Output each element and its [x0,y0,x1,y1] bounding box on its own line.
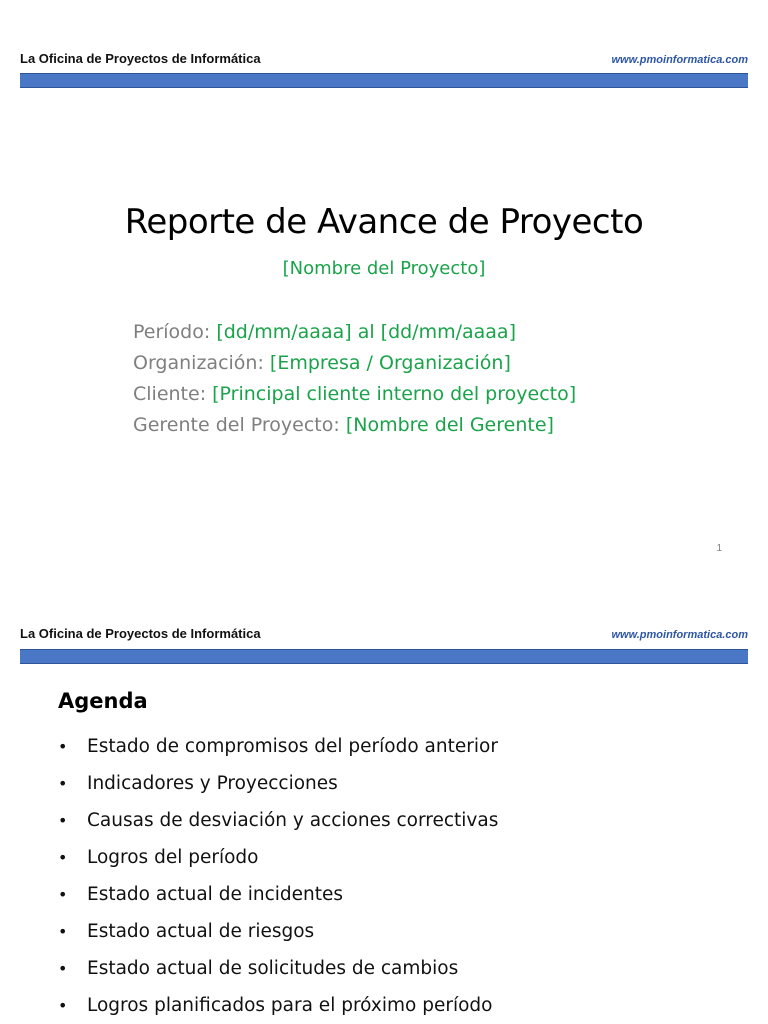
bullet-dot-icon: • [58,922,68,941]
project-details [133,317,576,441]
list-item [58,876,498,913]
bullet-dot-icon: • [58,996,68,1015]
agenda-list [58,728,498,1024]
list-item [58,950,498,987]
bullet-dot-icon: • [58,885,68,904]
bullet-dot-icon: • [58,811,68,830]
list-item-label: Estado actual de riesgos [87,921,315,942]
list-item-label: Estado de compromisos del período anterior [87,736,498,757]
field-periodo [133,317,576,348]
header-org-name: La Oficina de Proyectos de Informática [20,51,261,66]
field-label: Organización: [133,352,270,374]
field-value: [dd/mm/aaaa] al [dd/mm/aaaa] [216,321,516,343]
list-item-label: Causas de desviación y acciones correctivas [87,810,499,831]
field-label: Período: [133,321,217,343]
list-item-label: Estado actual de solicitudes de cambios [87,958,459,979]
list-item [58,802,498,839]
project-name: [Nombre del Proyecto] [282,258,486,279]
list-item-label: Logros planificados para el próximo período [87,995,493,1016]
list-item-label: Estado actual de incidentes [87,884,344,905]
bullet-dot-icon: • [58,848,68,867]
header-bar [20,73,748,88]
slide-2 [0,576,768,1024]
bullet-dot-icon: • [58,737,68,756]
field-cliente [133,379,576,410]
field-label: Gerente del Proyecto: [133,414,346,436]
list-item [58,765,498,802]
list-item [58,728,498,765]
field-value: [Principal cliente interno del proyecto] [212,383,577,405]
field-value: [Empresa / Organización] [269,352,511,374]
field-value: [Nombre del Gerente] [345,414,554,436]
header-url: www.pmoinformatica.com [611,629,748,641]
header-url: www.pmoinformatica.com [611,54,748,66]
header-bar [20,649,748,664]
list-item [58,913,498,950]
page-number: 1 [716,543,722,554]
list-item-label: Indicadores y Proyecciones [87,773,338,794]
bullet-dot-icon: • [58,959,68,978]
list-item [58,987,498,1024]
list-item [58,839,498,876]
bullet-dot-icon: • [58,774,68,793]
slide-title: Reporte de Avance de Proyecto [124,202,644,242]
list-item-label: Logros del período [87,847,259,868]
field-organizacion [133,348,576,379]
agenda-title: Agenda [58,689,148,713]
header-org-name: La Oficina de Proyectos de Informática [20,626,261,641]
field-gerente [133,410,576,441]
field-label: Cliente: [133,383,213,405]
